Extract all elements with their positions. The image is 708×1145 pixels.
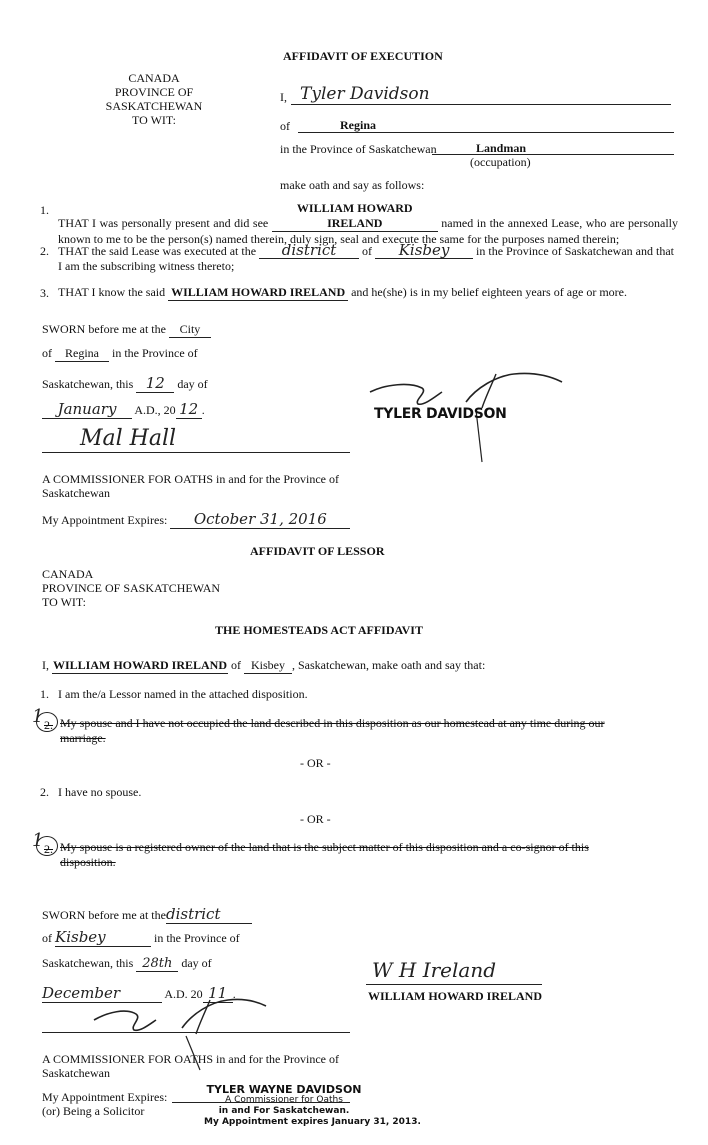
home-solicitor-label: (or) Being a Solicitor bbox=[42, 1104, 145, 1118]
home-sworn-month: December bbox=[42, 984, 162, 1003]
p3-text-a: THAT I know the said bbox=[58, 285, 166, 299]
p2-place: district bbox=[259, 243, 359, 259]
or-separator-1: - OR - bbox=[300, 756, 331, 770]
home-commissioner-line2: Saskatchewan bbox=[42, 1066, 110, 1080]
home-appointment-label: My Appointment Expires: bbox=[42, 1090, 168, 1104]
p1-text-a: THAT I was personally present and did see bbox=[58, 216, 269, 230]
item2b-number: 2. bbox=[40, 785, 49, 799]
lessor-jurisdiction-country: CANADA bbox=[42, 567, 94, 581]
p1-name: WILLIAM HOWARD IRELAND bbox=[272, 201, 438, 232]
lessor-signer-name: WILLIAM HOWARD IRELAND bbox=[368, 989, 543, 1003]
home-commissioner-title bbox=[42, 1052, 339, 1080]
home-sworn-day: 28th bbox=[136, 956, 178, 972]
p2-text-b: in the Province of Saskatchewan and that I am the subscribing witness thereto; bbox=[58, 244, 674, 273]
lessor-jurisdiction bbox=[42, 567, 220, 609]
occupation-label: (occupation) bbox=[470, 155, 531, 169]
exec-commissioner-signature: Mal Hall bbox=[80, 426, 177, 451]
deponent-province: in the Province of Saskatchewan bbox=[280, 142, 437, 156]
homesteads-town: Kisbey bbox=[244, 658, 292, 674]
homesteads-i: I, bbox=[42, 658, 49, 672]
item1-number: 1. bbox=[40, 687, 49, 701]
exec-commissioner-title bbox=[42, 472, 339, 500]
p2-of: of bbox=[362, 244, 373, 258]
exec-sworn-place: City bbox=[169, 322, 211, 338]
or-separator-2: - OR - bbox=[300, 812, 331, 826]
execution-title: AFFIDAVIT OF EXECUTION bbox=[283, 49, 443, 63]
home-sworn-year: 11 bbox=[203, 984, 233, 1003]
home-sworn-of: of bbox=[42, 931, 52, 945]
exec-sworn-ad: A.D., 20 bbox=[134, 403, 176, 417]
homesteads-rest: , Saskatchewan, make oath and say that: bbox=[292, 658, 486, 672]
exec-sworn-label: SWORN before me at the bbox=[42, 322, 166, 336]
home-sworn-sask: Saskatchewan, this bbox=[42, 956, 134, 970]
p2-number: 2. bbox=[40, 244, 49, 258]
p1-number: 1. bbox=[40, 203, 49, 217]
exec-commissioner-line2: Saskatchewan bbox=[42, 486, 110, 500]
jurisdiction-province: PROVINCE OF SASKATCHEWAN bbox=[105, 85, 203, 113]
home-sworn-place: district bbox=[166, 905, 252, 924]
exec-sworn-day: 12 bbox=[136, 374, 174, 393]
exec-sworn-day-row bbox=[42, 374, 208, 393]
p3-text-b: and he(she) is in my belief eighteen years of age or more. bbox=[351, 285, 628, 299]
stamp-line2: in and For Saskatchewan. bbox=[218, 1106, 350, 1116]
home-appointment-block bbox=[42, 1090, 167, 1118]
p3-number: 3. bbox=[40, 286, 49, 300]
deponent-city: Regina bbox=[340, 118, 376, 132]
item2c-mark: 1 bbox=[32, 830, 44, 851]
home-commissioner-sig-line bbox=[42, 1032, 350, 1033]
homesteads-name: WILLIAM HOWARD IRELAND bbox=[52, 658, 228, 672]
exec-sworn-province: in the Province of bbox=[112, 346, 198, 360]
paragraph-2 bbox=[58, 243, 678, 274]
exec-sworn-of: of bbox=[42, 346, 52, 360]
stamp-line1: A Commissioner for Oaths bbox=[225, 1095, 343, 1105]
jurisdiction-country: CANADA bbox=[128, 71, 180, 85]
exec-commissioner-line1: A COMMISSIONER FOR OATHS in and for the Province of bbox=[42, 472, 339, 486]
deponent-i-label: I, bbox=[280, 90, 287, 104]
stamp-line3: My Appointment expires January 31, 2013. bbox=[204, 1117, 421, 1127]
exec-sworn-of-row bbox=[42, 346, 198, 362]
home-sworn-day-label: day of bbox=[181, 956, 212, 970]
exec-appointment-date: October 31, 2016 bbox=[170, 510, 350, 529]
commissioner-stamp bbox=[204, 1083, 421, 1128]
lessor-jurisdiction-to-wit: TO WIT: bbox=[42, 595, 86, 609]
item2a-number: 2. bbox=[44, 718, 53, 732]
exec-sworn-at bbox=[42, 322, 211, 338]
home-sworn-label: SWORN before me at the bbox=[42, 908, 166, 922]
lessor-jurisdiction-province: PROVINCE OF SASKATCHEWAN bbox=[42, 581, 221, 595]
p2-text-a: THAT the said Lease was executed at the bbox=[58, 244, 257, 258]
homesteads-title: THE HOMESTEADS ACT AFFIDAVIT bbox=[215, 623, 423, 637]
stamp-name: TYLER WAYNE DAVIDSON bbox=[206, 1083, 362, 1096]
execution-jurisdiction bbox=[66, 71, 242, 127]
deponent-occupation: Landman bbox=[476, 141, 527, 155]
exec-sworn-year: 12 bbox=[176, 400, 202, 419]
home-sworn-of-row bbox=[42, 928, 240, 947]
oath-line: make oath and say as follows: bbox=[280, 178, 425, 192]
tyler-davidson-name: TYLER DAVIDSON bbox=[374, 406, 507, 422]
jurisdiction-to-wit: TO WIT: bbox=[132, 113, 176, 127]
homesteads-of: of bbox=[231, 658, 241, 672]
p3-name: WILLIAM HOWARD IRELAND bbox=[168, 285, 348, 301]
exec-sworn-period: . bbox=[201, 403, 205, 417]
occupation-line bbox=[432, 154, 674, 155]
item1-text: I am the/a Lessor named in the attached disposition. bbox=[58, 687, 308, 701]
home-sworn-day-row bbox=[42, 956, 212, 972]
exec-sworn-sask: Saskatchewan, this bbox=[42, 377, 134, 391]
exec-sworn-city: Regina bbox=[55, 346, 109, 362]
exec-commissioner-sig-line bbox=[42, 452, 350, 453]
home-sworn-period: . bbox=[232, 987, 236, 1001]
exec-sworn-month-row bbox=[42, 400, 205, 419]
lessor-sig-line bbox=[366, 984, 542, 985]
item2b-text: I have no spouse. bbox=[58, 785, 142, 799]
item2a-text: My spouse and I have not occupied the land described in this disposition as our homestead at any time during our marriage. bbox=[60, 716, 605, 745]
p2-town: Kisbey bbox=[375, 243, 473, 259]
homesteads-intro bbox=[42, 658, 485, 674]
home-sworn-town: Kisbey bbox=[55, 928, 151, 947]
exec-appointment-label: My Appointment Expires: bbox=[42, 513, 168, 527]
paragraph-1 bbox=[58, 201, 678, 247]
exec-sworn-month: January bbox=[42, 400, 132, 419]
p1-text-b: named in the annexed Lease, who are personally known to me to be the person(s) named therein, duly sign, seal and execute the same for the purposes named therein; bbox=[58, 216, 679, 246]
deponent-name-line bbox=[291, 104, 671, 105]
home-commissioner-line1: A COMMISSIONER FOR OATHS in and for the Province of bbox=[42, 1052, 339, 1066]
deponent-name: Tyler Davidson bbox=[300, 84, 430, 104]
lessor-signature: W H Ireland bbox=[372, 958, 497, 982]
home-sworn-at bbox=[42, 905, 252, 924]
item2c-text: My spouse is a registered owner of the land that is the subject matter of this disposition and a co-signor of this disposition. bbox=[60, 840, 589, 869]
home-sworn-ad: A.D. 20 bbox=[164, 987, 203, 1001]
deponent-of-label: of bbox=[280, 119, 290, 133]
exec-sworn-day-label: day of bbox=[177, 377, 208, 391]
exec-appointment-row bbox=[42, 510, 350, 529]
item2c-number: 2. bbox=[44, 842, 53, 856]
home-sworn-province: in the Province of bbox=[154, 931, 240, 945]
item2a-mark: 1 bbox=[32, 706, 44, 727]
paragraph-3 bbox=[58, 285, 678, 301]
lessor-title: AFFIDAVIT OF LESSOR bbox=[250, 544, 385, 558]
